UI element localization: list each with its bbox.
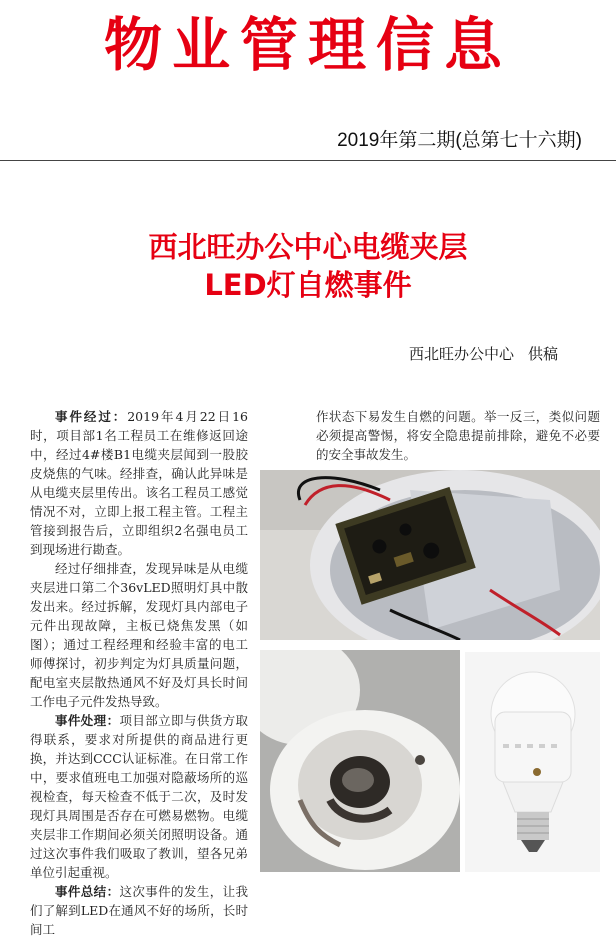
body-event-summary: 这次事件的发生，让我们了解到LED在通风不好的场所，长时间工	[30, 884, 248, 937]
contributor	[409, 343, 558, 364]
paragraph-summary-continued: 作状态下易发生自燃的问题。举一反三，类似问题必须提高警惕，将安全隐患提前排除，避免不必要的安全事故发生。	[316, 409, 600, 462]
header-rule	[0, 160, 616, 161]
right-column	[316, 407, 600, 464]
label-event-summary: 事件总结：	[55, 884, 120, 899]
photo-burnt-circuit-board	[260, 470, 600, 640]
paragraph-event-handling	[30, 711, 248, 882]
paragraph-event-summary	[30, 882, 248, 939]
photo-burnt-lamp-base	[260, 650, 460, 872]
left-column	[30, 407, 248, 939]
issue-number: 2019年第二期(总第七十六期)	[337, 130, 582, 151]
paragraph-event-course	[30, 407, 248, 559]
body-event-course: 2019年4月22日16时，项目部1名工程员工在维修返回途中，经过4#楼B1电缆夹层闻到一股胶皮烧焦的气味。经排查，确认此异味是从电缆夹层里传出。该名工程员工感觉情况不对，立即上报工程主管。工程主管接到报告后，立即组织2名强电员工到现场进行勘查。	[30, 409, 248, 557]
contributor-suffix: 供稿	[527, 345, 558, 363]
article-title-line1: 西北旺办公中心电缆夹层	[148, 230, 468, 264]
label-event-course: 事件经过：	[55, 409, 128, 424]
body-event-handling: 项目部立即与供货方取得联系，要求对所提供的商品进行更换，并达到CCC认证标准。在日常工作中，要求值班电工加强对隐蔽场所的巡视检查，每天检查不低于二次，及时发现灯具周围是否存在可燃易燃物。电缆夹层非工作期间必须关闭照明设备。通过这次事件我们吸取了教训，望各兄弟单位引起重视。	[30, 713, 248, 880]
article-title-line2: LED灯自燃事件	[204, 268, 412, 302]
photo-led-bulb	[465, 652, 600, 872]
masthead-title: 物业管理信息	[103, 11, 512, 79]
label-event-handling: 事件处理：	[55, 713, 120, 728]
paragraph-investigation: 经过仔细排查，发现异味是从电缆夹层进口第二个36vLED照明灯具中散发出来。经过拆解，发现灯具内部电子元件出现故障，主板已烧焦发黑（如图）；通过工程经理和经验丰富的电工师傅探讨，初步判定为灯具质量问题，配电室夹层散热通风不好及灯具长时间工作电子元件发热导致。	[30, 561, 248, 709]
contributor-name: 西北旺办公中心	[408, 345, 514, 363]
